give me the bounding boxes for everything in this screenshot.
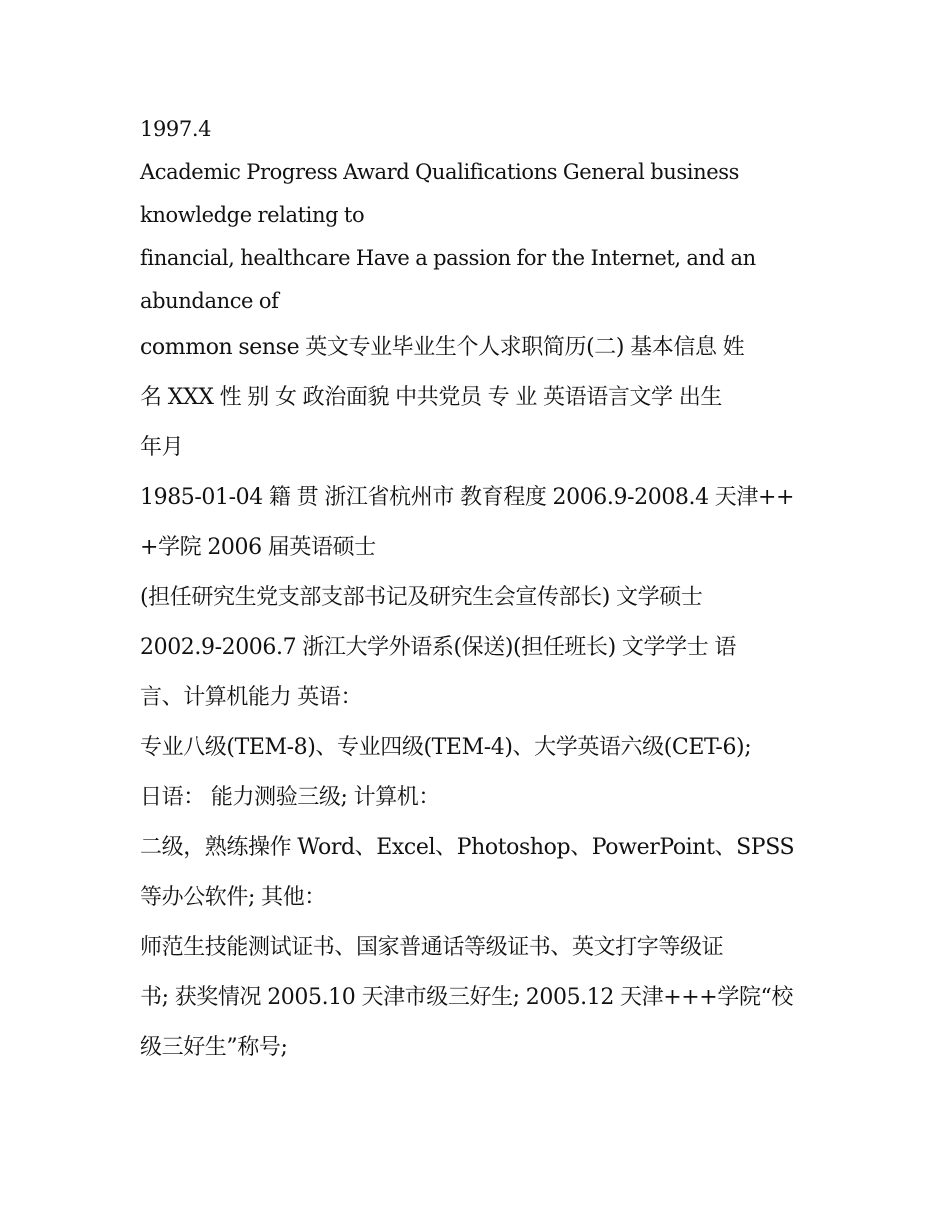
text-line: 言、计算机能力 英语： bbox=[140, 685, 363, 710]
paragraph-qualifications bbox=[140, 237, 820, 323]
text-line: +学院 2006 届英语硕士 bbox=[140, 535, 376, 560]
text-line: 1997.4 bbox=[140, 117, 212, 141]
text-line: 级三好生”称号; bbox=[140, 1035, 288, 1060]
paragraph-certificates-awards bbox=[140, 923, 820, 1073]
document-body bbox=[140, 108, 820, 1073]
text-line: 日语： 能力测验三级; 计算机： bbox=[140, 785, 440, 810]
text-line: financial, healthcare Have a passion for the Internet, and an bbox=[140, 246, 756, 270]
text-line: 1985-01-04 籍 贯 浙江省杭州市 教育程度 2006.9-2008.4 天津++ bbox=[140, 485, 795, 510]
text-line: Academic Progress Award Qualifications General business bbox=[140, 160, 740, 184]
text-line: 2002.9-2006.7 浙江大学外语系(保送)(担任班长) 文学学士 语 bbox=[140, 635, 737, 660]
text-line: 名 XXX 性 别 女 政治面貌 中共党员 专 业 英语语言文学 出生 bbox=[140, 385, 722, 410]
paragraph-basic-info bbox=[140, 323, 820, 473]
text-line: 年月 bbox=[140, 435, 184, 460]
text-line: knowledge relating to bbox=[140, 203, 365, 227]
paragraph-computer-skills bbox=[140, 823, 820, 923]
paragraph-education bbox=[140, 473, 820, 573]
text-line: 师范生技能测试证书、国家普通话等级证书、英文打字等级证 bbox=[140, 935, 724, 960]
text-line: 等办公软件; 其他： bbox=[140, 885, 326, 910]
text-line: (担任研究生党支部支部书记及研究生会宣传部长) 文学硕士 bbox=[140, 585, 703, 610]
text-line: 书; 获奖情况 2005.10 天津市级三好生; 2005.12 天津+++学院“校 bbox=[140, 985, 793, 1010]
paragraph-degrees bbox=[140, 573, 820, 723]
paragraph-award bbox=[140, 151, 820, 237]
text-line: common sense 英文专业毕业生个人求职简历(二) 基本信息 姓 bbox=[140, 335, 745, 360]
text-line: abundance of bbox=[140, 289, 279, 313]
text-line: 专业八级(TEM-8)、专业四级(TEM-4)、大学英语六级(CET-6); bbox=[140, 735, 752, 760]
paragraph-date bbox=[140, 108, 820, 151]
text-line: 二级，熟练操作 Word、Excel、Photoshop、PowerPoint、SPSS bbox=[140, 835, 795, 860]
paragraph-language-skills bbox=[140, 723, 820, 823]
